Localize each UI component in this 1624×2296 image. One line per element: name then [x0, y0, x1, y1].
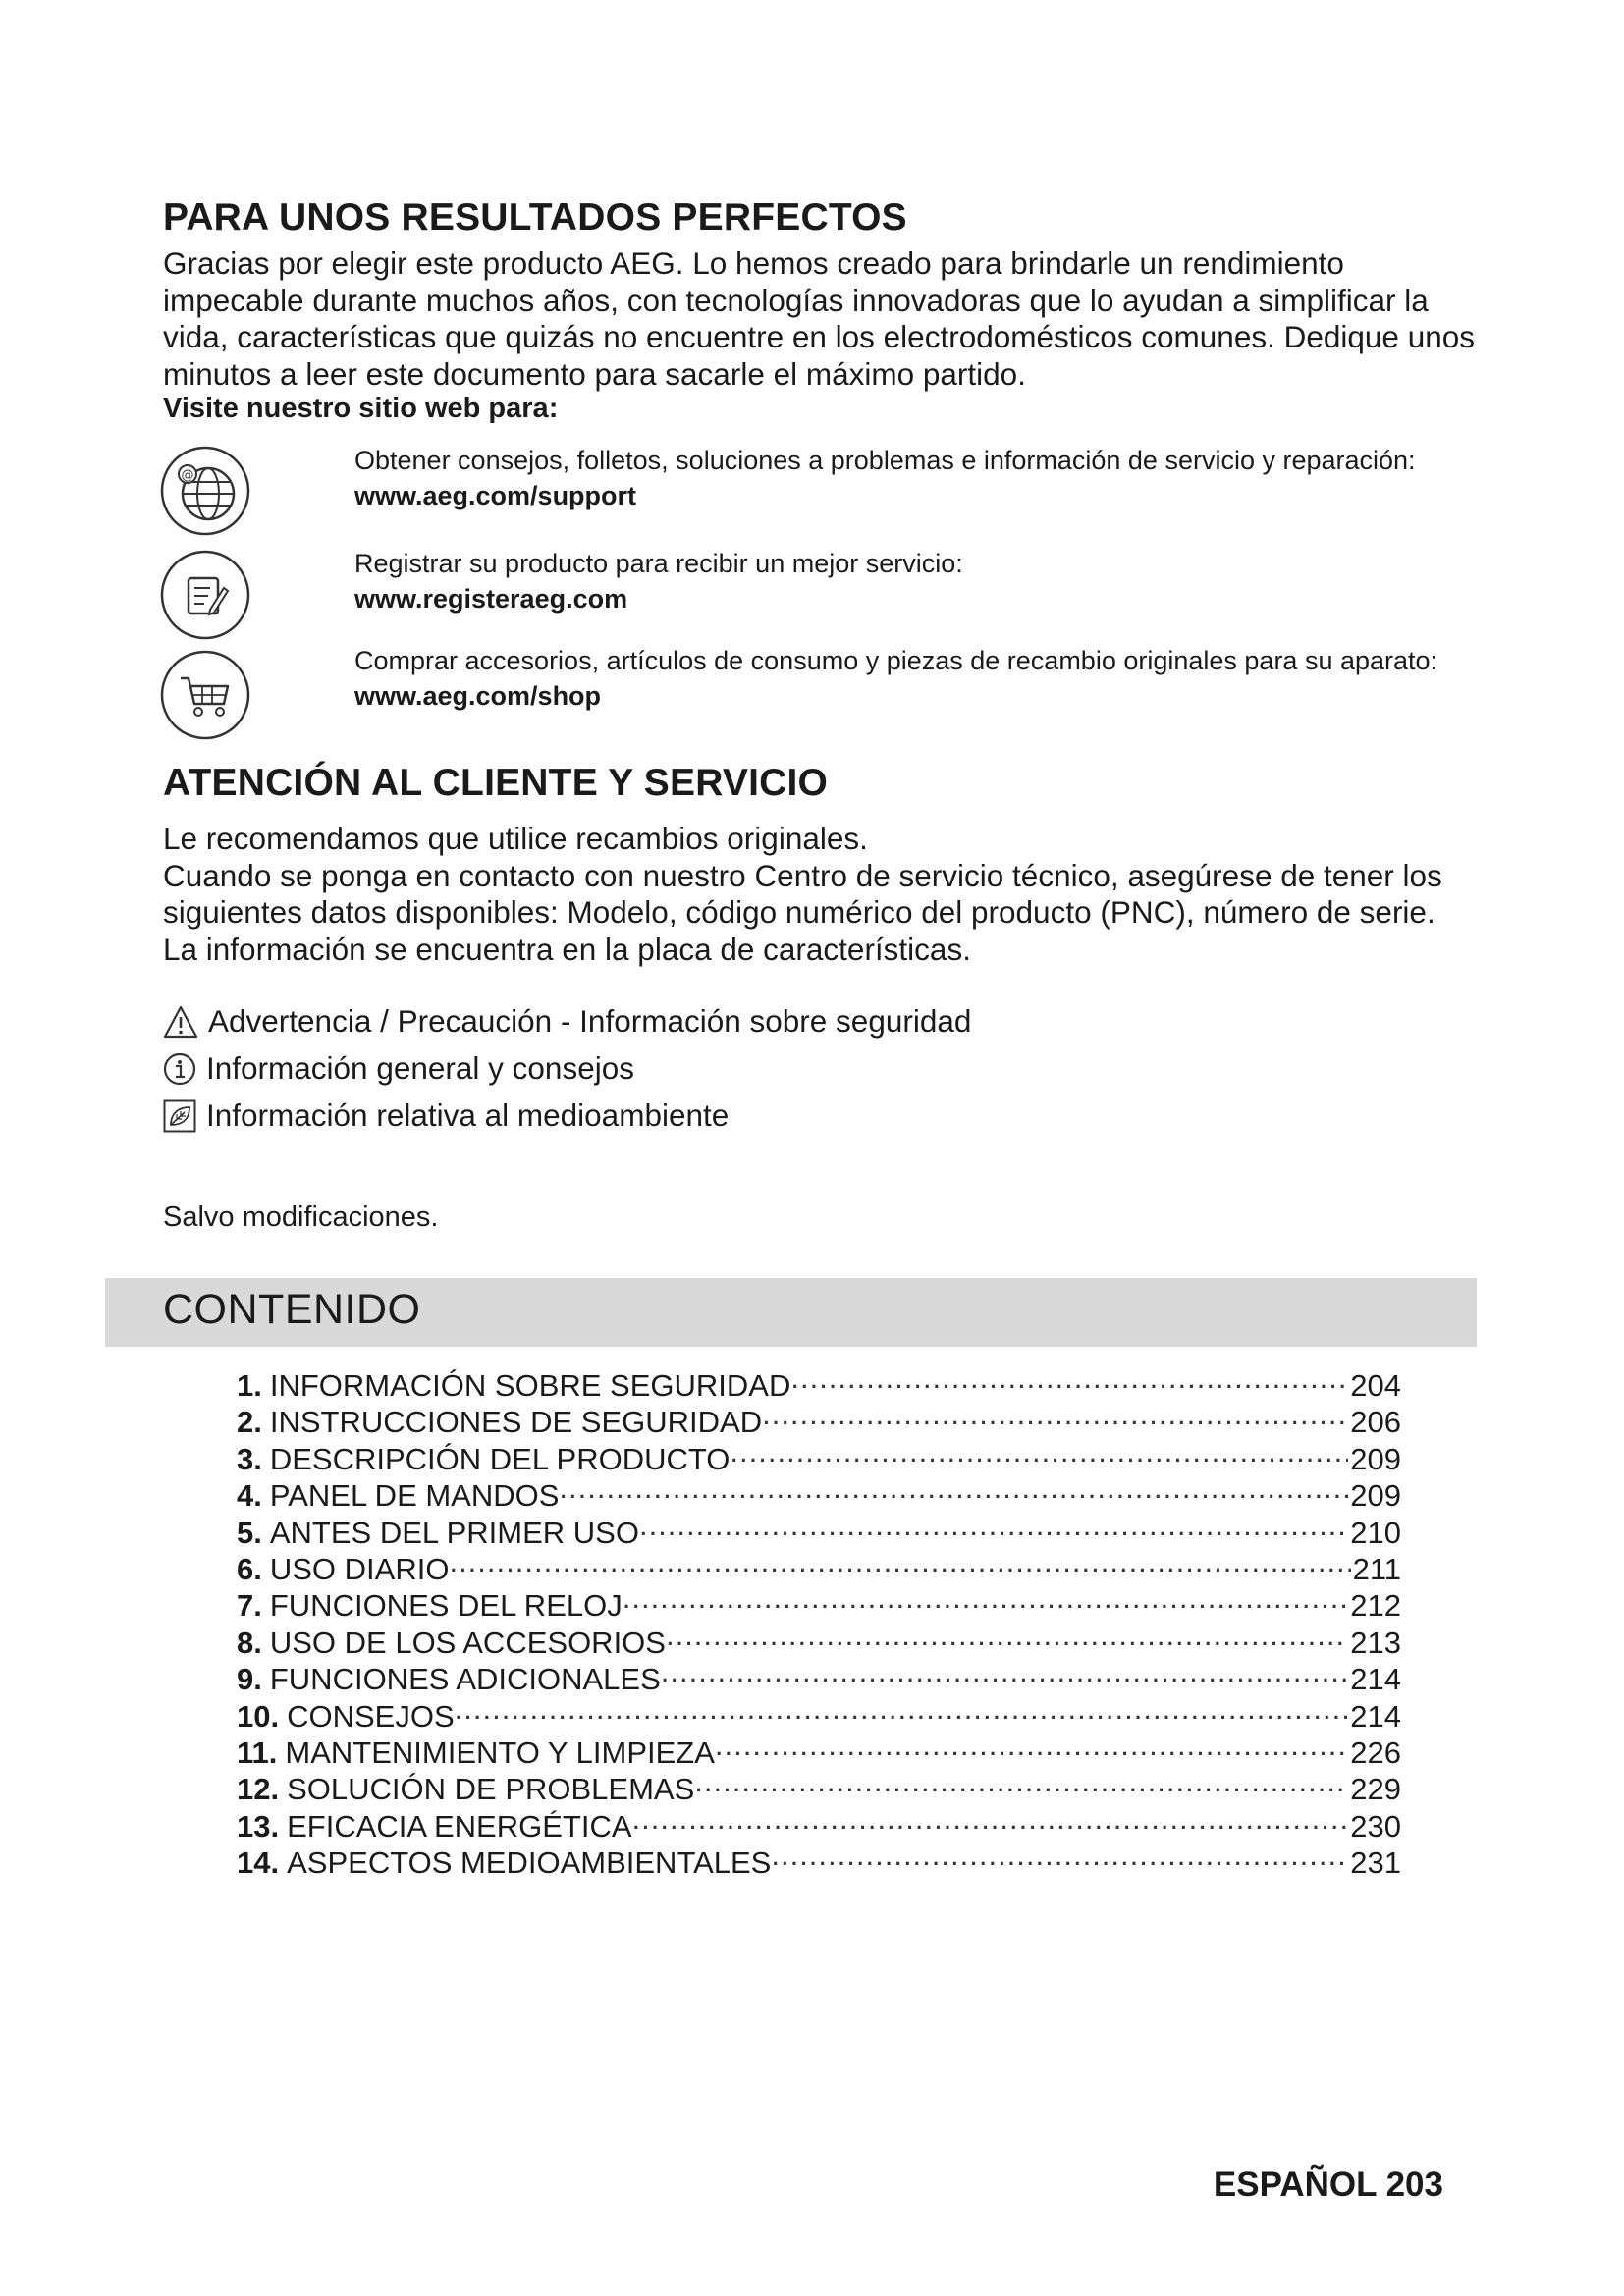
- toc-dot-leader: [559, 1472, 1348, 1506]
- toc-entry-label: ASPECTOS MEDIOAMBIENTALES: [287, 1845, 772, 1881]
- toc-entry-page: 206: [1350, 1405, 1401, 1440]
- toc-entry[interactable]: [237, 1656, 1401, 1697]
- toc-entry-page: 226: [1350, 1735, 1401, 1770]
- table-of-contents: [237, 1362, 1401, 1881]
- toc-entry-page: 229: [1350, 1772, 1401, 1807]
- toc-entry-label: ANTES DEL PRIMER USO: [269, 1515, 639, 1550]
- toc-entry-label: INFORMACIÓN SOBRE SEGURIDAD: [269, 1368, 791, 1404]
- toc-dot-leader: [694, 1766, 1348, 1799]
- register-link[interactable]: www.registeraeg.com: [354, 584, 628, 614]
- toc-entry-page: 214: [1350, 1698, 1401, 1734]
- toc-entry-page: 209: [1350, 1441, 1401, 1476]
- toc-dot-leader: [666, 1620, 1348, 1653]
- page-footer: ESPAÑOL 203: [1213, 2165, 1443, 2204]
- globe-icon: [159, 445, 251, 537]
- web-item-register: [354, 546, 1464, 616]
- toc-entry-label: SOLUCIÓN DE PROBLEMAS: [287, 1772, 695, 1807]
- toc-entry[interactable]: [237, 1693, 1401, 1734]
- leaf-icon: [163, 1099, 196, 1133]
- toc-entry-number: 1.: [237, 1368, 262, 1404]
- toc-dot-leader: [449, 1546, 1350, 1579]
- toc-entry-page: 204: [1350, 1368, 1401, 1404]
- toc-entry-page: 214: [1350, 1662, 1401, 1697]
- toc-entry-label: EFICACIA ENERGÉTICA: [287, 1808, 632, 1843]
- toc-entry[interactable]: [237, 1582, 1401, 1624]
- service-paragraph: La información se encuentra en la placa de características.: [163, 931, 971, 967]
- toc-entry-number: 13.: [237, 1808, 280, 1843]
- toc-entry-label: PANEL DE MANDOS: [269, 1478, 560, 1514]
- toc-dot-leader: [771, 1840, 1348, 1873]
- shop-link[interactable]: www.aeg.com/shop: [354, 681, 602, 711]
- toc-entry-page: 231: [1350, 1845, 1401, 1881]
- toc-dot-leader: [730, 1436, 1348, 1469]
- info-icon: [163, 1052, 196, 1086]
- toc-entry-page: 212: [1350, 1588, 1401, 1624]
- modifications-notice: Salvo modificaciones.: [163, 1201, 439, 1233]
- toc-entry-number: 10.: [237, 1698, 280, 1734]
- legend-info: [163, 1050, 634, 1087]
- heading-customer-service: ATENCIÓN AL CLIENTE Y SERVICIO: [163, 762, 829, 804]
- toc-entry[interactable]: [237, 1730, 1401, 1770]
- toc-dot-leader: [790, 1362, 1348, 1396]
- intro-paragraph: Gracias por elegir este producto AEG. Lo hemos creado para brindarle un rendimiento impecable durante muchos años, con tecnologías innovadoras que lo ayudan a simplificar la vida, características que quizás no encuentre en los electrodomésticos comunes. Dedique unos minutos a leer este documento para sacarle el máximo partido.: [163, 245, 1475, 392]
- toc-dot-leader: [715, 1730, 1348, 1763]
- legend-warning: [163, 1003, 971, 1040]
- register-icon: [159, 549, 251, 641]
- toc-dot-leader: [639, 1510, 1348, 1543]
- toc-entry-page: 213: [1350, 1625, 1401, 1660]
- toc-entry-label: DESCRIPCIÓN DEL PRODUCTO: [269, 1441, 731, 1476]
- service-paragraphs: [163, 821, 1479, 968]
- warning-icon: [163, 1005, 198, 1039]
- service-paragraph: Le recomendamos que utilice recambios originales.: [163, 821, 868, 856]
- toc-entry[interactable]: [237, 1362, 1401, 1404]
- toc-entry-number: 5.: [237, 1515, 262, 1550]
- legend-text: Información relativa al medioambiente: [206, 1097, 730, 1133]
- toc-entry[interactable]: [237, 1840, 1401, 1881]
- toc-entry-label: CONSEJOS: [287, 1698, 455, 1734]
- toc-entry-label: MANTENIMIENTO Y LIMPIEZA: [285, 1735, 715, 1770]
- legend-environment: [163, 1097, 729, 1134]
- toc-entry-label: FUNCIONES ADICIONALES: [269, 1662, 661, 1697]
- toc-entry-number: 9.: [237, 1662, 262, 1697]
- toc-entry-label: INSTRUCCIONES DE SEGURIDAD: [269, 1405, 763, 1440]
- toc-entry-number: 2.: [237, 1405, 262, 1440]
- toc-entry[interactable]: [237, 1766, 1401, 1807]
- legend-text: Información general y consejos: [206, 1050, 634, 1086]
- toc-entry-page: 211: [1352, 1552, 1401, 1587]
- toc-dot-leader: [623, 1582, 1349, 1616]
- toc-title: CONTENIDO: [163, 1286, 421, 1333]
- visit-website-label: Visite nuestro sitio web para:: [163, 393, 559, 424]
- web-item-support: [354, 443, 1464, 513]
- toc-entry-page: 210: [1350, 1515, 1401, 1550]
- toc-dot-leader: [632, 1803, 1349, 1837]
- toc-entry[interactable]: [237, 1803, 1401, 1843]
- toc-entry-number: 6.: [237, 1552, 262, 1587]
- toc-entry-number: 3.: [237, 1441, 262, 1476]
- toc-entry-page: 209: [1350, 1478, 1401, 1514]
- toc-dot-leader: [661, 1656, 1348, 1689]
- toc-entry-number: 12.: [237, 1772, 280, 1807]
- toc-entry[interactable]: [237, 1620, 1401, 1660]
- shopping-cart-icon: [159, 649, 251, 741]
- toc-entry-label: FUNCIONES DEL RELOJ: [269, 1588, 623, 1624]
- toc-entry-label: USO DIARIO: [269, 1552, 450, 1587]
- toc-dot-leader: [762, 1399, 1348, 1432]
- service-paragraph: Cuando se ponga en contacto con nuestro Centro de servicio técnico, asegúrese de tener los siguientes datos disponibles: Modelo, código numérico del producto (PNC), número de serie.: [163, 857, 1442, 930]
- web-item-text: Comprar accesorios, artículos de consumo y piezas de recambio originales para su aparato:: [354, 646, 1438, 675]
- toc-entry-number: 8.: [237, 1625, 262, 1660]
- toc-entry[interactable]: [237, 1472, 1401, 1514]
- heading-perfect-results: PARA UNOS RESULTADOS PERFECTOS: [163, 196, 907, 239]
- svg-text:@: @: [181, 468, 194, 483]
- legend-text: Advertencia / Precaución - Información sobre seguridad: [208, 1003, 972, 1039]
- toc-entry-number: 14.: [237, 1845, 280, 1881]
- toc-entry-label: USO DE LOS ACCESORIOS: [269, 1625, 666, 1660]
- toc-entry[interactable]: [237, 1436, 1401, 1476]
- toc-entry-number: 7.: [237, 1588, 262, 1624]
- toc-entry-number: 4.: [237, 1478, 262, 1514]
- toc-entry-page: 230: [1350, 1808, 1401, 1843]
- support-link[interactable]: www.aeg.com/support: [354, 481, 637, 510]
- web-item-text: Registrar su producto para recibir un mejor servicio:: [354, 549, 963, 578]
- toc-entry[interactable]: [237, 1399, 1401, 1440]
- toc-entry[interactable]: [237, 1546, 1401, 1587]
- toc-entry[interactable]: [237, 1510, 1401, 1550]
- toc-entry-number: 11.: [237, 1735, 278, 1770]
- web-item-text: Obtener consejos, folletos, soluciones a problemas e información de servicio y reparación:: [354, 446, 1416, 475]
- toc-dot-leader: [455, 1693, 1349, 1727]
- web-item-shop: [354, 643, 1464, 714]
